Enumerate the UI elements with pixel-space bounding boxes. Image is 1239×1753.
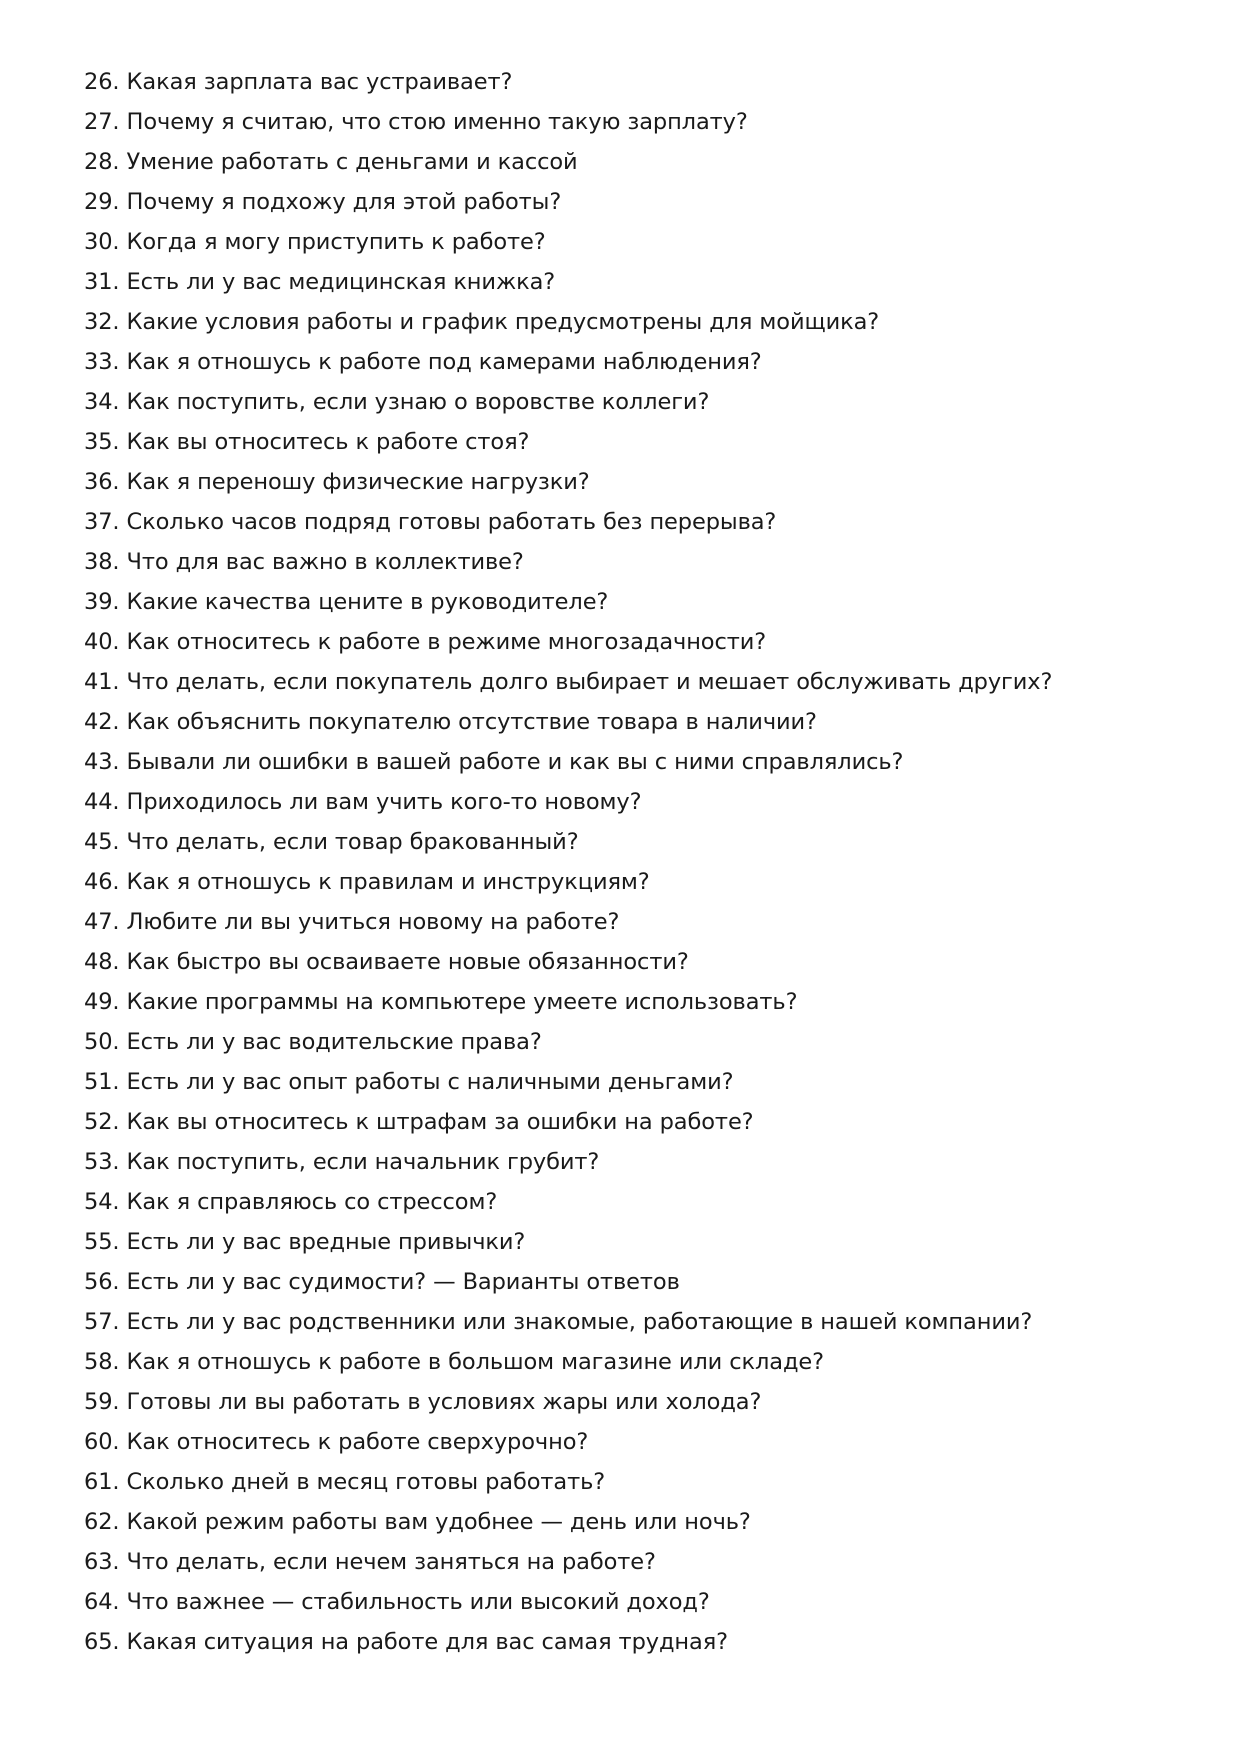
question-item: 31. Есть ли у вас медицинская книжка? bbox=[84, 269, 556, 295]
question-item: 37. Сколько часов подряд готовы работать без перерыва? bbox=[84, 509, 777, 535]
question-item: 54. Как я справляюсь со стрессом? bbox=[84, 1189, 498, 1215]
question-item: 46. Как я отношусь к правилам и инструкциям? bbox=[84, 869, 650, 895]
question-item: 51. Есть ли у вас опыт работы с наличными деньгами? bbox=[84, 1069, 734, 1095]
question-item: 28. Умение работать с деньгами и кассой bbox=[84, 149, 578, 175]
question-item: 64. Что важнее — стабильность или высокий доход? bbox=[84, 1589, 710, 1615]
question-item: 62. Какой режим работы вам удобнее — день или ночь? bbox=[84, 1509, 751, 1535]
question-item: 61. Сколько дней в месяц готовы работать? bbox=[84, 1469, 606, 1495]
question-item: 39. Какие качества цените в руководителе? bbox=[84, 589, 609, 615]
question-item: 27. Почему я считаю, что стою именно такую зарплату? bbox=[84, 109, 748, 135]
question-item: 40. Как относитесь к работе в режиме многозадачности? bbox=[84, 629, 767, 655]
question-item: 36. Как я переношу физические нагрузки? bbox=[84, 469, 590, 495]
question-item: 38. Что для вас важно в коллективе? bbox=[84, 549, 524, 575]
question-item: 33. Как я отношусь к работе под камерами наблюдения? bbox=[84, 349, 762, 375]
question-item: 57. Есть ли у вас родственники или знакомые, работающие в нашей компании? bbox=[84, 1309, 1033, 1335]
question-item: 29. Почему я подхожу для этой работы? bbox=[84, 189, 562, 215]
question-item: 43. Бывали ли ошибки в вашей работе и как вы с ними справлялись? bbox=[84, 749, 904, 775]
question-item: 30. Когда я могу приступить к работе? bbox=[84, 229, 546, 255]
question-item: 49. Какие программы на компьютере умеете использовать? bbox=[84, 989, 798, 1015]
question-item: 48. Как быстро вы осваиваете новые обязанности? bbox=[84, 949, 689, 975]
question-item: 35. Как вы относитесь к работе стоя? bbox=[84, 429, 530, 455]
question-item: 58. Как я отношусь к работе в большом магазине или складе? bbox=[84, 1349, 825, 1375]
question-item: 32. Какие условия работы и график предусмотрены для мойщика? bbox=[84, 309, 880, 335]
question-list bbox=[84, 62, 1184, 1662]
question-item: 59. Готовы ли вы работать в условиях жары или холода? bbox=[84, 1389, 762, 1415]
question-item: 44. Приходилось ли вам учить кого-то новому? bbox=[84, 789, 642, 815]
question-item: 65. Какая ситуация на работе для вас самая трудная? bbox=[84, 1629, 728, 1655]
question-item: 63. Что делать, если нечем заняться на работе? bbox=[84, 1549, 656, 1575]
question-item: 52. Как вы относитесь к штрафам за ошибки на работе? bbox=[84, 1109, 754, 1135]
question-item: 47. Любите ли вы учиться новому на работе? bbox=[84, 909, 620, 935]
question-item: 60. Как относитесь к работе сверхурочно? bbox=[84, 1429, 589, 1455]
question-item: 53. Как поступить, если начальник грубит? bbox=[84, 1149, 600, 1175]
question-item: 41. Что делать, если покупатель долго выбирает и мешает обслуживать других? bbox=[84, 669, 1053, 695]
question-item: 45. Что делать, если товар бракованный? bbox=[84, 829, 579, 855]
question-item: 50. Есть ли у вас водительские права? bbox=[84, 1029, 542, 1055]
question-item: 56. Есть ли у вас судимости? — Варианты ответов bbox=[84, 1269, 680, 1295]
question-item: 34. Как поступить, если узнаю о воровстве коллеги? bbox=[84, 389, 710, 415]
question-item: 55. Есть ли у вас вредные привычки? bbox=[84, 1229, 526, 1255]
question-item: 26. Какая зарплата вас устраивает? bbox=[84, 69, 513, 95]
question-item: 42. Как объяснить покупателю отсутствие товара в наличии? bbox=[84, 709, 817, 735]
